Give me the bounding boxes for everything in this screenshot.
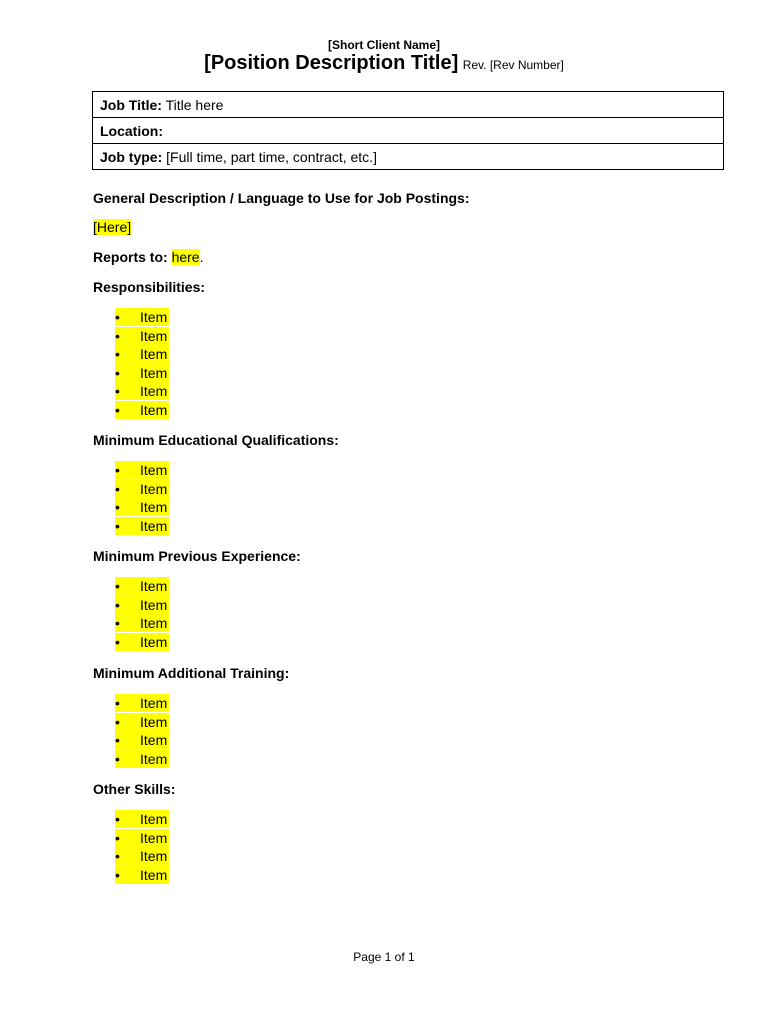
list-item <box>115 345 169 364</box>
list-item-text <box>115 750 169 768</box>
general-description-text: [Here] <box>93 219 132 235</box>
list-item-text <box>115 731 169 749</box>
list-item-text <box>115 596 169 614</box>
list-item-label: Item <box>140 866 168 883</box>
reports-to-suffix: . <box>199 249 204 265</box>
list-item-text <box>115 480 169 498</box>
bullet-icon: • <box>115 731 140 749</box>
list-item-label: Item <box>140 327 168 344</box>
list-item-text <box>115 327 169 345</box>
list-item-label: Item <box>140 517 168 534</box>
bullet-icon: • <box>115 382 140 400</box>
bullet-icon: • <box>115 866 140 884</box>
responsibilities-list <box>115 308 169 420</box>
list-item-text <box>115 364 169 382</box>
bullet-icon: • <box>115 308 140 326</box>
list-item <box>115 633 169 652</box>
list-item-label: Item <box>140 713 168 730</box>
list-item-label: Item <box>140 811 168 827</box>
list-item-text <box>115 461 169 479</box>
list-item <box>115 750 169 769</box>
reports-to-line <box>93 248 203 266</box>
general-description-value <box>93 218 131 236</box>
bullet-icon: • <box>115 517 140 535</box>
list-item <box>115 713 169 732</box>
list-item-text <box>115 633 169 651</box>
list-item <box>115 577 169 596</box>
list-item <box>115 461 169 480</box>
list-item-label: Item <box>140 383 168 400</box>
list-item-label: Item <box>140 732 168 749</box>
list-item-label: Item <box>140 596 168 613</box>
list-item <box>115 810 169 829</box>
list-item-text <box>115 829 169 847</box>
list-item <box>115 308 169 327</box>
list-item-text <box>115 713 169 731</box>
job-type-cell <box>93 144 724 170</box>
list-item <box>115 480 169 499</box>
job-title-row <box>93 92 724 118</box>
list-item <box>115 731 169 750</box>
bullet-icon: • <box>115 401 140 419</box>
list-item-label: Item <box>140 829 168 846</box>
training-list <box>115 694 169 768</box>
list-item <box>115 498 169 517</box>
list-item-text <box>115 498 169 516</box>
list-item <box>115 829 169 848</box>
list-item-label: Item <box>140 750 168 767</box>
list-item-text <box>115 382 169 400</box>
list-item-text <box>115 694 169 712</box>
list-item <box>115 596 169 615</box>
bullet-icon: • <box>115 498 140 516</box>
bullet-icon: • <box>115 577 140 595</box>
list-item-text <box>115 847 169 865</box>
bullet-icon: • <box>115 847 140 865</box>
job-title-value: Title here <box>161 96 224 113</box>
list-item-text <box>115 308 169 326</box>
list-item-label: Item <box>140 615 168 632</box>
document-title: [Position Description Title] <box>204 52 459 74</box>
list-item-label: Item <box>140 401 168 418</box>
list-item <box>115 847 169 866</box>
training-heading: Minimum Additional Training: <box>93 665 290 681</box>
job-type-label: Job type: <box>100 148 163 165</box>
job-title-label: Job Title: <box>100 96 162 113</box>
bullet-icon: • <box>115 614 140 632</box>
bullet-icon: • <box>115 480 140 498</box>
bullet-icon: • <box>115 713 140 731</box>
bullet-icon: • <box>115 596 140 614</box>
bullet-icon: • <box>115 829 140 847</box>
list-item-label: Item <box>140 462 168 478</box>
bullet-icon: • <box>115 750 140 768</box>
job-type-row <box>93 144 724 170</box>
list-item <box>115 694 169 713</box>
bullet-icon: • <box>115 810 140 828</box>
list-item <box>115 382 169 401</box>
list-item <box>115 327 169 346</box>
responsibilities-heading: Responsibilities: <box>93 279 206 295</box>
list-item <box>115 517 169 536</box>
location-cell <box>93 118 724 144</box>
list-item <box>115 866 169 885</box>
job-title-cell <box>93 92 724 118</box>
list-item-label: Item <box>140 695 168 711</box>
reports-to-label: Reports to: <box>93 249 168 265</box>
reports-to-value: here <box>171 249 200 265</box>
bullet-icon: • <box>115 364 140 382</box>
bullet-icon: • <box>115 633 140 651</box>
client-name: [Short Client Name] <box>327 38 440 52</box>
title-line <box>0 52 768 75</box>
list-item-label: Item <box>140 499 168 516</box>
job-info-table <box>92 91 724 170</box>
list-item-label: Item <box>140 309 168 325</box>
list-item-label: Item <box>140 346 168 363</box>
list-item-text <box>115 517 169 535</box>
bullet-icon: • <box>115 345 140 363</box>
general-description-heading: General Description / Language to Use for Job Postings: <box>93 190 470 206</box>
job-type-value: [Full time, part time, contract, etc.] <box>162 148 377 165</box>
list-item-text <box>115 866 169 884</box>
list-item-label: Item <box>140 480 168 497</box>
list-item-text <box>115 345 169 363</box>
other-skills-heading: Other Skills: <box>93 781 176 797</box>
experience-list <box>115 577 169 651</box>
list-item-text <box>115 810 169 828</box>
location-label: Location: <box>100 122 163 139</box>
list-item-label: Item <box>140 848 168 865</box>
list-item-text <box>115 401 169 419</box>
list-item-text <box>115 577 169 595</box>
education-list <box>115 461 169 535</box>
list-item-label: Item <box>140 364 168 381</box>
location-row <box>93 118 724 144</box>
bullet-icon: • <box>115 694 140 712</box>
list-item-text <box>115 614 169 632</box>
list-item <box>115 401 169 420</box>
page-number: Page 1 of 1 <box>353 950 415 964</box>
revision-label: Rev. [Rev Number] <box>462 58 564 72</box>
other-skills-list <box>115 810 169 884</box>
list-item-label: Item <box>140 578 168 594</box>
education-heading: Minimum Educational Qualifications: <box>93 432 339 448</box>
list-item <box>115 364 169 383</box>
list-item <box>115 614 169 633</box>
bullet-icon: • <box>115 461 140 479</box>
bullet-icon: • <box>115 327 140 345</box>
experience-heading: Minimum Previous Experience: <box>93 548 301 564</box>
list-item-label: Item <box>140 633 168 650</box>
